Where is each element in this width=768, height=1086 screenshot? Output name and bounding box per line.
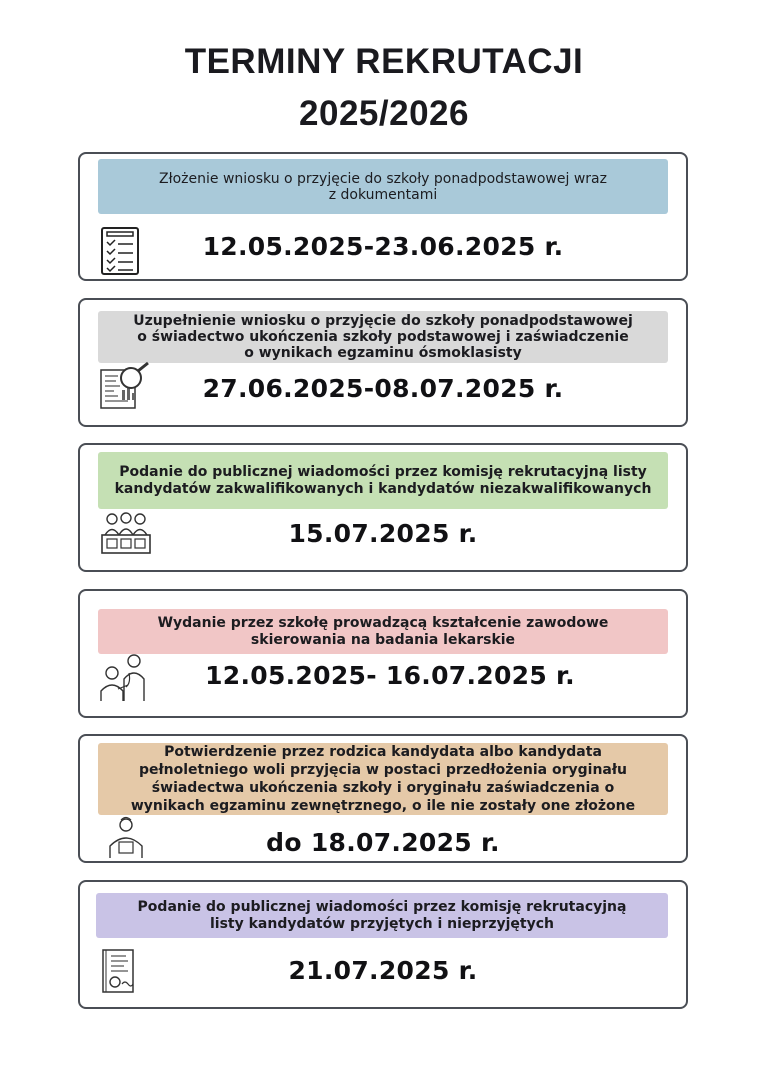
date-range: 12.05.2025-23.06.2025 r. bbox=[202, 232, 564, 261]
description-text bbox=[158, 615, 609, 649]
description-line: Podanie do publicznej wiadomości przez komisję rekrutacyjną bbox=[137, 898, 627, 915]
description-text bbox=[159, 171, 607, 203]
date-range: 21.07.2025 r. bbox=[288, 956, 478, 985]
timeline-card-6 bbox=[78, 880, 688, 1009]
description-line: Złożenie wniosku o przyjęcie do szkoły ponadpodstawowej wraz bbox=[159, 170, 607, 187]
date-range: 27.06.2025-08.07.2025 r. bbox=[202, 374, 564, 403]
description-text bbox=[115, 464, 652, 498]
description-line: świadectwa ukończenia szkoły i oryginału zaświadczenia o bbox=[151, 780, 615, 796]
description-line: kandydatów zakwalifikowanych i kandydatów niezakwalifikowanych bbox=[114, 480, 652, 497]
description-line: o świadectwo ukończenia szkoły podstawowej i zaświadczenie bbox=[137, 329, 629, 345]
description-line: skierowania na badania lekarskie bbox=[250, 631, 516, 648]
description-banner bbox=[96, 893, 668, 938]
title-line-1: TERMINY REKRUTACJI bbox=[184, 42, 584, 81]
description-banner bbox=[98, 311, 668, 363]
description-line: pełnoletniego woli przyjęcia w postaci przedłożenia oryginału bbox=[138, 762, 628, 778]
description-line: listy kandydatów przyjętych i nieprzyjętych bbox=[209, 915, 555, 932]
description-text bbox=[138, 899, 627, 933]
title-line-2: 2025/2026 bbox=[299, 94, 469, 133]
description-line: Uzupełnienie wniosku o przyjęcie do szkoły ponadpodstawowej bbox=[133, 313, 633, 329]
date-range: 15.07.2025 r. bbox=[288, 519, 478, 548]
description-banner bbox=[98, 609, 668, 654]
description-text bbox=[133, 313, 633, 361]
date-range: do 18.07.2025 r. bbox=[266, 828, 500, 857]
description-banner bbox=[98, 452, 668, 509]
description-banner bbox=[98, 159, 668, 214]
timeline-card-5 bbox=[78, 734, 688, 863]
description-line: Wydanie przez szkołę prowadzącą kształcenie zawodowe bbox=[157, 614, 609, 631]
timeline-card-2 bbox=[78, 298, 688, 427]
description-banner bbox=[98, 743, 668, 815]
timeline-card-4 bbox=[78, 589, 688, 718]
description-line: Potwierdzenie przez rodzica kandydata albo kandydata bbox=[164, 744, 602, 760]
description-line: wynikach egzaminu zewnętrznego, o ile nie zostały one złożone bbox=[130, 798, 636, 814]
date-range: 12.05.2025- 16.07.2025 r. bbox=[205, 661, 575, 690]
description-line: o wynikach egzaminu ósmoklasisty bbox=[244, 345, 522, 361]
description-line: Podanie do publicznej wiadomości przez komisję rekrutacyjną listy bbox=[119, 463, 647, 480]
timeline-card-1 bbox=[78, 152, 688, 281]
timeline-card-3 bbox=[78, 443, 688, 572]
description-line: z dokumentami bbox=[328, 186, 438, 203]
description-text bbox=[131, 743, 635, 815]
